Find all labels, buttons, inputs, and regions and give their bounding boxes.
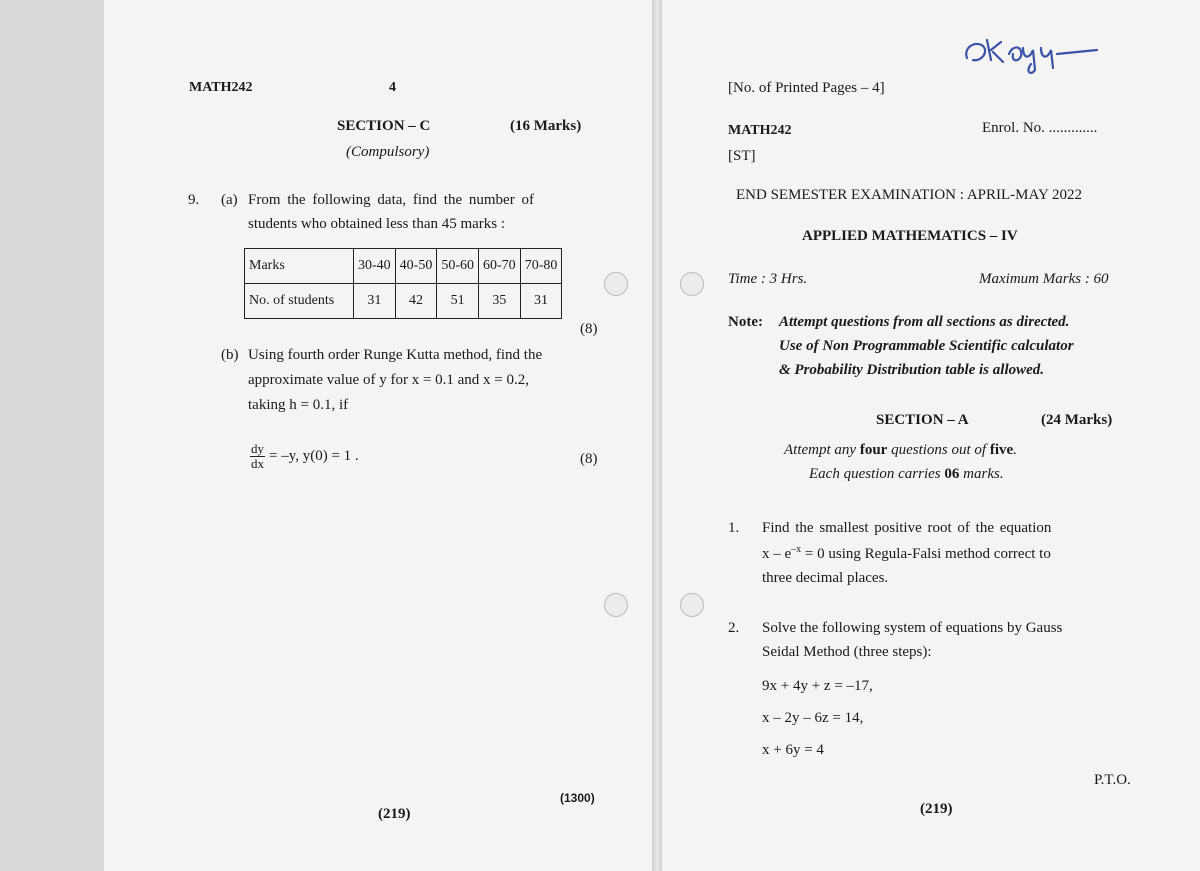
fraction-numerator: dy [251,441,264,456]
q2-number: 2. [728,620,740,636]
table-cell: 35 [479,284,521,319]
table-cell: 60-70 [479,249,521,284]
time: Time : 3 Hrs. [728,271,808,287]
part-b-label: (b) [221,347,239,363]
course-code: MATH242 [728,123,792,138]
section-marks: (24 Marks) [1041,412,1113,428]
section-title: SECTION – A [876,412,969,428]
q1-line1: Find the smallest positive root of the equation [762,520,1052,536]
binding-hole [680,272,704,296]
table-cell: 40-50 [395,249,437,284]
instr-num: 06 [944,466,960,482]
equation-3: x + 6y = 4 [762,742,824,758]
part-b-line1: Using fourth order Runge Kutta method, find the [248,347,543,363]
instr-text: Attempt any [784,442,857,458]
marks-table [244,248,562,319]
q2-line1: Solve the following system of equations by Gauss [762,620,1063,636]
binding-hole [604,272,628,296]
part-a-marks: (8) [580,321,598,337]
batch: [ST] [728,148,756,164]
note-label: Note: [728,314,763,330]
section-marks: (16 Marks) [510,118,582,134]
instr-text: marks. [963,466,1004,482]
part-a-label: (a) [221,192,238,208]
table-cell: 30-40 [354,249,396,284]
q2-line2: Seidal Method (three steps): [762,644,932,660]
note-line1: Attempt questions from all sections as directed. [779,314,1070,330]
fraction-denominator: dx [251,456,264,471]
course-code: MATH242 [189,80,253,95]
row-header-students: No. of students [245,284,354,319]
instr-text: . [1013,442,1017,458]
right-page [662,0,1200,871]
instr-text: Each question carries [809,466,941,482]
table-cell: 70-80 [520,249,562,284]
q1-line2 [762,544,1051,563]
table-row [245,284,562,319]
section-title: SECTION – C [337,118,431,134]
table-cell: 50-60 [437,249,479,284]
signature-text: ok·day [957,26,960,27]
part-b-line2: approximate value of y for x = 0.1 and x = 0.2, [248,372,530,388]
max-marks: Maximum Marks : 60 [979,271,1109,287]
instr-text: questions out of [891,442,987,458]
footer-code: (219) [378,806,411,822]
instr-five: five [989,442,1014,458]
question-number: 9. [188,192,200,208]
q1-text: = 0 using Regula-Falsi method correct to [801,546,1051,562]
part-b-marks: (8) [580,451,598,467]
note-line3: & Probability Distribution table is allowed. [779,362,1045,378]
equation-1: 9x + 4y + z = –17, [762,678,873,694]
equation-rest: = –y, y(0) = 1 . [269,448,359,464]
table-cell: 51 [437,284,479,319]
printed-pages: [No. of Printed Pages – 4] [728,80,885,96]
footer-code: (219) [920,801,953,817]
q1-superscript: –x [791,544,802,555]
q1-line3: three decimal places. [762,570,889,586]
part-a-line1: From the following data, find the number of [248,192,534,208]
instruction-line2 [809,466,1004,483]
pto-label: P.T.O. [1094,772,1131,788]
q1-number: 1. [728,520,740,536]
footer-count: (1300) [560,791,595,805]
part-b-line3: taking h = 0.1, if [248,397,349,413]
table-cell: 31 [520,284,562,319]
table-cell: 31 [354,284,396,319]
equation-2: x – 2y – 6z = 14, [762,710,864,726]
page-number: 4 [389,80,396,95]
binding-hole [680,593,704,617]
instr-four: four [859,442,888,458]
q1-text: x – e [762,546,792,562]
row-header-marks: Marks [245,249,354,284]
derivative-fraction [250,442,265,471]
part-a-line2: students who obtained less than 45 marks : [248,216,506,232]
enrol-field: Enrol. No. ............. [982,120,1098,136]
exam-title: END SEMESTER EXAMINATION : APRIL-MAY 2022 [736,187,1082,203]
subject-title: APPLIED MATHEMATICS – IV [802,228,1018,244]
instruction-line1 [784,442,1017,459]
signature-stamp [957,26,1107,76]
note-line2: Use of Non Programmable Scientific calculator [779,338,1074,354]
section-note: (Compulsory) [346,144,430,160]
binding-hole [604,593,628,617]
page-fold [652,0,662,871]
differential-equation [250,442,359,471]
left-page [104,0,652,871]
table-row [245,249,562,284]
table-cell: 42 [395,284,437,319]
